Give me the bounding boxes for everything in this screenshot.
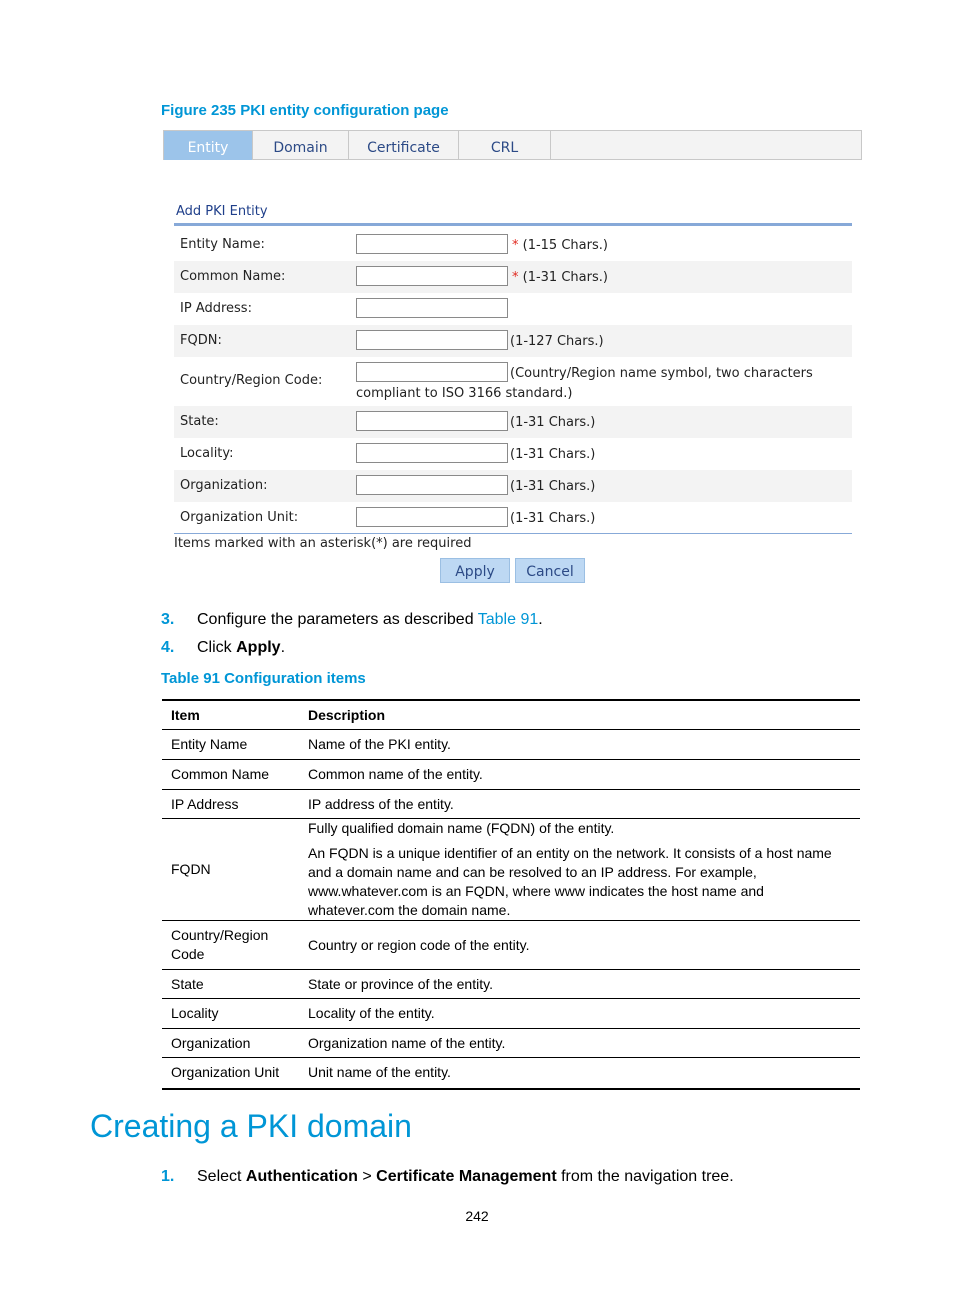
step-4-bold: Apply — [236, 639, 281, 656]
step-3-text — [197, 611, 543, 629]
step-3-body: Configure the parameters as described — [197, 611, 478, 628]
table-header-row — [162, 700, 860, 730]
form-bottom-rule — [174, 533, 852, 534]
config-items-table — [162, 699, 860, 1090]
item-cell: Common Name — [162, 760, 299, 790]
entity-name-hint — [512, 238, 608, 253]
organization-unit-label: Organization Unit: — [180, 510, 299, 525]
description-paragraph: Fully qualified domain name (FQDN) of the entity. — [308, 820, 615, 836]
tab-entity[interactable]: Entity — [164, 131, 253, 160]
locality-hint: (1-31 Chars.) — [510, 447, 596, 462]
common-name-label: Common Name: — [180, 269, 286, 284]
tab-certificate[interactable]: Certificate — [349, 131, 459, 160]
table-row — [162, 1058, 860, 1089]
table-caption: Table 91 Configuration items — [161, 670, 366, 687]
country-region-code-input[interactable] — [356, 362, 508, 382]
entity-name-input[interactable] — [356, 234, 508, 254]
step-number: 1. — [161, 1168, 175, 1185]
item-cell: Organization Unit — [162, 1058, 299, 1089]
description-paragraph: An FQDN is a unique identifier of an entity on the network. It consists of a host name and a domain name and can be resolved to an IP address. For example, www.whatever.com is an FQDN, where www indicates the host name and whatever.com the domain name. — [308, 845, 832, 918]
step-3-end: . — [538, 611, 543, 628]
form-row-entity-name — [174, 229, 852, 261]
required-star: * — [512, 238, 519, 253]
form-row-ip-address — [174, 293, 852, 325]
tab-domain[interactable]: Domain — [253, 131, 349, 160]
table-row — [162, 970, 860, 999]
step-1-bold-authentication: Authentication — [245, 1168, 358, 1185]
step-1-bold-cert-mgmt: Certificate Management — [376, 1168, 557, 1185]
tab-crl[interactable]: CRL — [459, 131, 551, 160]
item-cell: Locality — [162, 999, 299, 1029]
col-header-item: Item — [162, 700, 299, 730]
cancel-button[interactable]: Cancel — [515, 558, 585, 583]
country-region-code-hint-cont: compliant to ISO 3166 standard.) — [356, 386, 573, 401]
item-cell: FQDN — [162, 819, 299, 921]
required-note: Items marked with an asterisk(*) are required — [174, 536, 472, 551]
common-name-hint-text: (1-31 Chars.) — [518, 270, 608, 285]
form-row-fqdn — [174, 325, 852, 357]
organization-unit-hint: (1-31 Chars.) — [510, 511, 596, 526]
apply-button[interactable]: Apply — [440, 558, 510, 583]
ip-address-input[interactable] — [356, 298, 508, 318]
fqdn-input[interactable] — [356, 330, 508, 350]
step-4 — [161, 639, 286, 657]
step-3 — [161, 611, 543, 629]
step-number: 4. — [161, 639, 175, 656]
table-row — [162, 1029, 860, 1058]
description-cell: Common name of the entity. — [299, 760, 860, 790]
entity-name-label: Entity Name: — [180, 237, 265, 252]
step-4-end: . — [280, 639, 286, 656]
form-title-rule — [174, 223, 852, 226]
col-header-description: Description — [299, 700, 860, 730]
step-1-body: Select — [197, 1168, 246, 1185]
step-4-text — [197, 639, 285, 657]
form-row-organization-unit — [174, 502, 852, 533]
item-cell: Country/Region Code — [162, 921, 299, 970]
organization-hint: (1-31 Chars.) — [510, 479, 596, 494]
form-row-common-name — [174, 261, 852, 293]
page-number: 242 — [465, 1208, 489, 1224]
tab-bar — [163, 130, 862, 160]
item-cell: Organization — [162, 1029, 299, 1058]
country-region-code-hint: (Country/Region name symbol, two characters — [510, 366, 813, 381]
state-label: State: — [180, 414, 219, 429]
state-hint: (1-31 Chars.) — [510, 415, 596, 430]
country-region-code-label: Country/Region Code: — [180, 373, 323, 388]
form-row-country-region-code — [174, 357, 852, 406]
form-row-locality — [174, 438, 852, 470]
item-cell: State — [162, 970, 299, 999]
required-star: * — [512, 270, 519, 285]
common-name-input[interactable] — [356, 266, 508, 286]
state-input[interactable] — [356, 411, 508, 431]
table-row — [162, 790, 860, 819]
ip-address-label: IP Address: — [180, 301, 252, 316]
description-cell: Country or region code of the entity. — [299, 921, 860, 970]
locality-label: Locality: — [180, 446, 234, 461]
common-name-hint — [512, 270, 608, 285]
description-cell: IP address of the entity. — [299, 790, 860, 819]
form-row-organization — [174, 470, 852, 502]
table-row — [162, 819, 860, 921]
entity-name-hint-text: (1-15 Chars.) — [518, 238, 608, 253]
organization-input[interactable] — [356, 475, 508, 495]
table-row — [162, 921, 860, 970]
table-row — [162, 999, 860, 1029]
organization-label: Organization: — [180, 478, 268, 493]
fqdn-label: FQDN: — [180, 333, 222, 348]
description-cell — [299, 819, 860, 921]
form-title: Add PKI Entity — [176, 204, 268, 219]
organization-unit-input[interactable] — [356, 507, 508, 527]
description-cell: Organization name of the entity. — [299, 1029, 860, 1058]
description-cell: State or province of the entity. — [299, 970, 860, 999]
step-1-text — [197, 1168, 734, 1186]
step-4-body: Click — [197, 639, 237, 656]
form-row-state — [174, 406, 852, 438]
table-91-link[interactable]: Table 91 — [477, 611, 539, 628]
table-row — [162, 760, 860, 790]
step-1-end: from the navigation tree. — [556, 1168, 734, 1185]
step-1 — [161, 1168, 734, 1186]
step-1-separator: > — [357, 1168, 377, 1185]
step-number: 3. — [161, 611, 175, 628]
item-cell: IP Address — [162, 790, 299, 819]
section-heading: Creating a PKI domain — [90, 1108, 412, 1144]
description-cell: Name of the PKI entity. — [299, 730, 860, 760]
fqdn-hint: (1-127 Chars.) — [510, 334, 604, 349]
figure-caption: Figure 235 PKI entity configuration page — [161, 102, 449, 119]
item-cell: Entity Name — [162, 730, 299, 760]
table-row — [162, 730, 860, 760]
locality-input[interactable] — [356, 443, 508, 463]
description-cell: Locality of the entity. — [299, 999, 860, 1029]
description-cell: Unit name of the entity. — [299, 1058, 860, 1089]
